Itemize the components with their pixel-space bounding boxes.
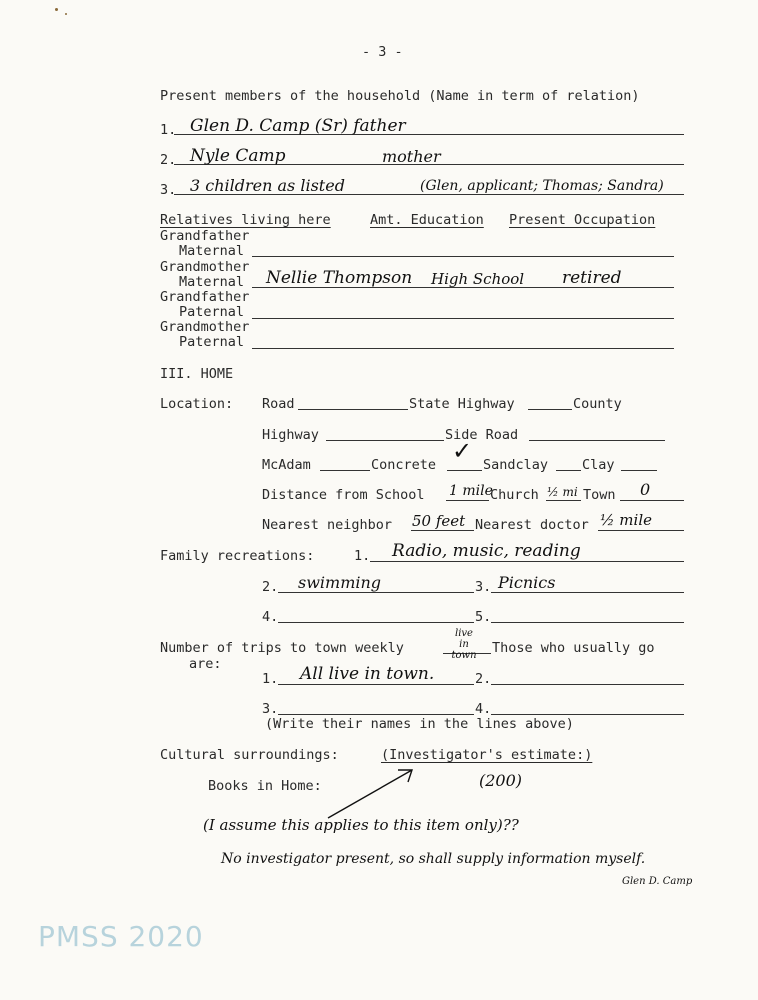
side-road-label: Side Road <box>445 427 519 443</box>
relative-education: High School <box>431 270 525 288</box>
nearest-neighbor-value: 50 feet <box>412 512 466 530</box>
education-header: Amt. Education <box>370 212 484 228</box>
relative-line <box>252 348 674 349</box>
recreation-number: 3. <box>475 579 492 595</box>
state-highway-line <box>528 409 572 410</box>
recreation-number: 5. <box>475 609 492 625</box>
arrow-icon <box>320 762 420 822</box>
mcadam-label: McAdam <box>262 457 311 473</box>
signature: Glen D. Camp <box>622 876 693 887</box>
recreation-number: 4. <box>262 609 279 625</box>
member-3-note: (Glen, applicant; Thomas; Sandra) <box>420 178 664 194</box>
paper-speck <box>55 8 58 11</box>
trips-line <box>278 684 474 685</box>
trips-line <box>491 714 684 715</box>
relative-label: Grandfather <box>160 228 250 244</box>
relative-line <box>252 256 674 257</box>
distance-school-label: Distance from School <box>262 487 425 503</box>
recreation-line <box>278 622 474 623</box>
recreation-line <box>491 592 684 593</box>
church-value: ½ mi <box>547 485 578 499</box>
recreation-1-value: Radio, music, reading <box>392 541 581 561</box>
county-label: County <box>573 396 622 412</box>
relative-label: Paternal <box>179 334 245 350</box>
are-label: are: <box>189 656 222 672</box>
road-line <box>298 409 408 410</box>
relative-label: Paternal <box>179 304 245 320</box>
trips-label: Number of trips to town weekly <box>160 640 404 656</box>
member-2-relation: mother <box>382 147 441 166</box>
sandclay-line <box>556 470 581 471</box>
member-2-value: Nyle Camp <box>190 146 286 166</box>
trips-number: 3. <box>262 701 279 717</box>
those-label: Those who usually go <box>492 640 655 656</box>
paper-speck <box>65 13 67 15</box>
watermark: PMSS 2020 <box>38 920 204 953</box>
relative-label: Maternal <box>179 274 245 290</box>
trips-line <box>491 684 684 685</box>
town-label: Town <box>583 487 616 503</box>
nearest-doctor-value: ½ mile <box>600 511 653 529</box>
household-heading: Present members of the household (Name in term of relation) <box>160 88 640 104</box>
state-highway-label: State Highway <box>409 396 515 412</box>
trips-number: 2. <box>475 671 492 687</box>
books-label: Books in Home: <box>208 778 322 794</box>
recreation-2-value: swimming <box>298 573 382 592</box>
trips-number: 1. <box>262 671 279 687</box>
member-1-value: Glen D. Camp (Sr) father <box>190 116 406 136</box>
concrete-line <box>447 470 482 471</box>
relatives-header: Relatives living here <box>160 212 331 228</box>
trips-note: (Write their names in the lines above) <box>265 716 574 732</box>
relative-line <box>252 318 674 319</box>
nearest-neighbor-line <box>411 530 474 531</box>
mcadam-line <box>320 470 370 471</box>
occupation-header: Present Occupation <box>509 212 656 228</box>
town-value: 0 <box>640 480 651 499</box>
member-number: 3. <box>160 182 177 198</box>
page-number: - 3 - <box>362 44 403 60</box>
recreation-line <box>370 561 684 562</box>
relative-label: Grandfather <box>160 289 250 305</box>
recreation-line <box>491 622 684 623</box>
clay-line <box>621 470 657 471</box>
trips-1-value: All live in town. <box>300 664 435 684</box>
home-section-title: III. HOME <box>160 366 234 382</box>
nearest-doctor-label: Nearest doctor <box>475 517 589 533</box>
highway-label: Highway <box>262 427 319 443</box>
recreation-number: 1. <box>354 548 371 564</box>
clay-label: Clay <box>582 457 615 473</box>
nearest-doctor-line <box>598 530 684 531</box>
relative-label: Grandmother <box>160 319 250 335</box>
investigator-estimate-label: (Investigator's estimate:) <box>381 747 593 763</box>
member-3-value: 3 children as listed <box>190 176 345 195</box>
location-label: Location: <box>160 396 234 412</box>
relative-name: Nellie Thompson <box>266 268 413 288</box>
relative-occupation: retired <box>562 268 622 288</box>
trips-number: 4. <box>475 701 492 717</box>
handwritten-note-1: (I assume this applies to this item only)?? <box>203 816 519 834</box>
handwritten-note-2: No investigator present, so shall supply information myself. <box>221 851 646 867</box>
trips-line <box>278 714 474 715</box>
highway-line <box>326 440 444 441</box>
cultural-label: Cultural surroundings: <box>160 747 339 763</box>
recreation-3-value: Picnics <box>498 573 556 592</box>
church-label: Church <box>490 487 539 503</box>
recreation-number: 2. <box>262 579 279 595</box>
road-label: Road <box>262 396 295 412</box>
nearest-neighbor-label: Nearest neighbor <box>262 517 393 533</box>
concrete-check-mark: ✓ <box>452 437 473 465</box>
relative-label: Maternal <box>179 243 245 259</box>
side-road-line <box>529 440 665 441</box>
town-line <box>620 500 684 501</box>
member-number: 1. <box>160 122 177 138</box>
sandclay-label: Sandclay <box>483 457 549 473</box>
books-value: (200) <box>479 771 523 790</box>
recreation-label: Family recreations: <box>160 548 315 564</box>
trips-weekly-value: live in town <box>451 628 477 661</box>
distance-school-value: 1 mile <box>449 483 493 499</box>
relative-label: Grandmother <box>160 259 250 275</box>
recreation-line <box>278 592 474 593</box>
distance-school-line <box>446 500 489 501</box>
concrete-label: Concrete <box>371 457 437 473</box>
member-number: 2. <box>160 152 177 168</box>
